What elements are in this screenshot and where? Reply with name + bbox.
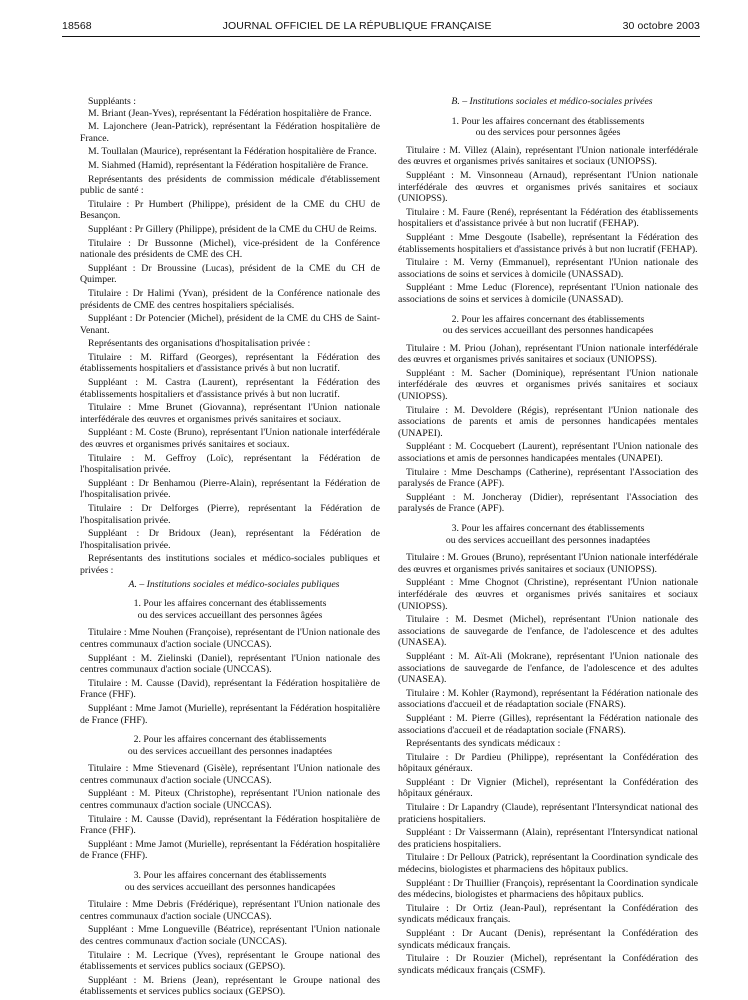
paragraph: M. Briant (Jean-Yves), représentant la Fédération hospitalière de France. xyxy=(88,107,372,119)
paragraph: Suppléant : M. Cocquebert (Laurent), représentant l'Union nationale des associations et amis de personnes handicapées mentales (UNAPEI). xyxy=(398,441,698,465)
paragraph: Titulaire : M. Riffard (Georges), représentant la Fédération des établissements hospitaliers et d'assistance privés à but non lucratif. xyxy=(80,351,380,375)
paragraph: Titulaire : Dr Lapandry (Claude), représentant l'Intersyndicat national des praticiens hospitaliers. xyxy=(398,802,698,825)
subsection-heading-line: 2. Pour les affaires concernant des établissements xyxy=(451,313,645,325)
paragraph: M. Siahmed (Hamid), représentant la Fédération hospitalière de France. xyxy=(88,159,369,171)
paragraph: Titulaire : Mme Brunet (Giovanna), représentant l'Union nationale interfédérale des œuvres et organismes privés sanitaires et sociaux. xyxy=(80,402,380,425)
paragraph: Représentants des syndicats médicaux : xyxy=(406,738,561,750)
paragraph: Titulaire : Dr Delforges (Pierre), représentant la Fédération de l'hospitalisation privée. xyxy=(80,503,380,526)
right-column xyxy=(398,96,698,978)
paragraph: Représentants des organisations d'hospitalisation privée : xyxy=(88,338,311,350)
paragraph: Titulaire : Dr Pelloux (Patrick), représentant la Coordination syndicale des médecins, biologistes et pharmaciens des hôpitaux publics. xyxy=(398,852,698,876)
subsection-heading xyxy=(398,523,698,546)
subsection-heading xyxy=(80,870,380,893)
paragraph: Titulaire : Pr Humbert (Philippe), président de la CME du CHU de Besançon. xyxy=(80,198,380,222)
paragraph: Suppléant : Dr Bridoux (Jean), représentant la Fédération de l'hospitalisation privée. xyxy=(80,528,380,551)
paragraph: Suppléant : M. Aït-Ali (Mokrane), représentant l'Union nationale des associations de sauvegarde de l'enfance, de l'adolescence et des adultes (UNASEA). xyxy=(398,650,698,686)
paragraph: Titulaire : M. Faure (René), représentant la Fédération des établissements hospitaliers et d'assistance privée à but non lucratif (FEHAP). xyxy=(398,206,698,230)
paragraph: Suppléant : Mme Desgoute (Isabelle), représentant la Fédération des établissements hospitaliers et d'assistance privés à but non lucratif (FEHAP). xyxy=(398,231,698,255)
subsection-heading-line: 3. Pour les affaires concernant des établissements xyxy=(133,870,327,882)
subsection-heading xyxy=(80,734,380,757)
journal-title: JOURNAL OFFICIEL DE LA RÉPUBLIQUE FRANÇAISE xyxy=(222,20,492,32)
paragraph: Représentants des présidents de commission médicale d'établissement public de santé : xyxy=(80,173,380,197)
paragraph: M. Lajonchere (Jean-Patrick), représentant la Fédération hospitalière de France. xyxy=(80,121,380,144)
paragraph: Titulaire : Dr Pardieu (Philippe), représentant la Confédération des hôpitaux généraux. xyxy=(398,751,698,775)
paragraph: Suppléant : Mme Jamot (Murielle), représentant la Fédération hospitalière de France (FHF). xyxy=(80,838,380,862)
page-header xyxy=(62,20,700,32)
subsection-heading xyxy=(398,116,698,139)
section-heading-a: A. – Institutions sociales et médico-sociales publiques xyxy=(128,578,340,590)
paragraph: Titulaire : M. Groues (Bruno), représentant l'Union nationale interfédérale des œuvres et organismes privés sanitaires et sociaux (UNIOPSS). xyxy=(398,552,698,575)
paragraph: Titulaire : M. Desmet (Michel), représentant l'Union nationale des associations de sauvegarde de l'enfance, de l'adolescence et des adultes (UNASEA). xyxy=(398,614,698,649)
paragraph: Titulaire : M. Lecrique (Yves), représentant le Groupe national des établissements et services publics sociaux (GEPSO). xyxy=(80,949,380,973)
paragraph: Suppléant : Dr Broussine (Lucas), président de la CME du CH de Quimper. xyxy=(80,262,380,286)
subsection-heading-line: 1. Pour les affaires concernant des établissements xyxy=(451,115,645,127)
paragraph: Représentants des institutions sociales et médico-sociales publiques et privées : xyxy=(80,553,380,576)
paragraph: Titulaire : M. Causse (David), représentant la Fédération hospitalière de France (FHF). xyxy=(80,813,380,837)
subsection-heading-line: ou des services accueillant des personnes âgées xyxy=(137,609,323,621)
paragraph: Suppléant : Dr Aucant (Denis), représentant la Confédération des syndicats médicaux français. xyxy=(398,928,698,951)
section-heading-b: B. – Institutions sociales et médico-sociales privées xyxy=(451,96,653,107)
paragraph: Suppléant : Dr Thuillier (François), représentant la Coordination syndicale des médecins, biologistes et pharmaciens des hôpitaux publics. xyxy=(398,877,698,901)
subsection-heading xyxy=(398,314,698,337)
paragraph: Suppléant : Dr Vaissermann (Alain), représentant l'Intersyndicat national des praticiens hospitaliers. xyxy=(398,827,698,850)
paragraph: Titulaire : Dr Bussonne (Michel), vice-président de la Conférence nationale des présidents de CME des CH. xyxy=(80,237,380,261)
paragraph: Suppléants : xyxy=(88,96,136,107)
paragraph: Titulaire : M. Verny (Emmanuel), représentant l'Union nationale des associations de soins et services à domicile (UNASSAD). xyxy=(398,257,698,280)
paragraph: Titulaire : M. Kohler (Raymond), représentant la Fédération nationale des associations d'accueil et de réadaptation sociale (FNARS). xyxy=(398,687,698,711)
paragraph: Titulaire : Dr Rouzier (Michel), représentant la Confédération des syndicats médicaux français (CSMF). xyxy=(398,953,698,976)
paragraph: Suppléant : M. Castra (Laurent), représentant la Fédération des établissements hospitaliers et d'assistance privés à but non lucratif. xyxy=(80,377,380,400)
paragraph: Titulaire : M. Causse (David), représentant la Fédération hospitalière de France (FHF). xyxy=(80,677,380,701)
paragraph: Titulaire : Mme Deschamps (Catherine), représentant l'Association des paralysés de France (APF). xyxy=(398,466,698,490)
paragraph: Suppléant : M. Coste (Bruno), représentant l'Union nationale interfédérale des œuvres et organismes privés sanitaires et sociaux. xyxy=(80,427,380,451)
paragraph: Titulaire : M. Devoldere (Régis), représentant l'Union nationale des associations de parents et amis de personnes handicapées mentales (UNAPEI). xyxy=(398,404,698,439)
paragraph: Suppléant : Dr Benhamou (Pierre-Alain), représentant la Fédération de l'hospitalisation privée. xyxy=(80,477,380,501)
paragraph: Suppléant : M. Sacher (Dominique), représentant l'Union nationale interfédérale des œuvres et organismes privés sanitaires et sociaux (UNIOPSS). xyxy=(398,367,698,403)
paragraph: Suppléant : M. Vinsonneau (Arnaud), représentant l'Union nationale interfédérale des œuvres et organismes privés sanitaires et sociaux (UNIOPSS). xyxy=(398,169,698,205)
subsection-heading-line: 3. Pour les affaires concernant des établissements xyxy=(451,523,645,534)
paragraph: Titulaire : Mme Nouhen (Françoise), représentant de l'Union nationale des centres communaux d'action sociale (UNCCAS). xyxy=(80,627,380,650)
paragraph: M. Toullalan (Maurice), représentant la Fédération hospitalière de France. xyxy=(88,146,377,158)
paragraph: Suppléant : Dr Potencier (Michel), président de la CME du CHS de Saint-Venant. xyxy=(80,313,380,336)
left-column xyxy=(80,96,380,1000)
paragraph: Titulaire : Mme Debris (Frédérique), représentant l'Union nationale des centres communaux d'action sociale (UNCCAS). xyxy=(80,899,380,922)
paragraph: Suppléant : M. Piteux (Christophe), représentant l'Union nationale des centres communaux d'action sociale (UNCCAS). xyxy=(80,788,380,812)
subsection-heading-line: 1. Pour les affaires concernant des établissements xyxy=(133,598,327,610)
subsection-heading xyxy=(80,598,380,621)
subsection-heading-line: 2. Pour les affaires concernant des établissements xyxy=(133,734,327,746)
paragraph: Suppléant : M. Briens (Jean), représentant le Groupe national des établissements et services publics sociaux (GEPSO). xyxy=(80,974,380,998)
paragraph: Suppléant : Mme Longueville (Béatrice), représentant l'Union nationale des centres communaux d'action sociale (UNCCAS). xyxy=(80,924,380,947)
paragraph: Titulaire : M. Priou (Johan), représentant l'Union nationale interfédérale des œuvres et organismes privés sanitaires et sociaux (UNIOPSS). xyxy=(398,342,698,366)
paragraph: Suppléant : M. Pierre (Gilles), représentant la Fédération nationale des associations d'accueil et de réadaptation sociale (FNARS). xyxy=(398,712,698,736)
subsection-heading-line: ou des services accueillant des personnes handicapées xyxy=(442,325,654,337)
paragraph: Suppléant : Pr Gillery (Philippe), président de la CME du CHU de Reims. xyxy=(88,223,377,235)
paragraph: Suppléant : Mme Leduc (Florence), représentant l'Union nationale des associations de soins et services à domicile (UNASSAD). xyxy=(398,282,698,305)
paragraph: Titulaire : Mme Stievenard (Gisèle), représentant l'Union nationale des centres communaux d'action sociale (UNCCAS). xyxy=(80,763,380,786)
paragraph: Titulaire : Dr Halimi (Yvan), président de la Conférence nationale des présidents de CME des centres hospitaliers spécialisés. xyxy=(80,287,380,311)
paragraph: Suppléant : Dr Vignier (Michel), représentant la Confédération des hôpitaux généraux. xyxy=(398,776,698,800)
page-number: 18568 xyxy=(62,20,92,32)
subsection-heading-line: ou des services pour personnes âgées xyxy=(475,127,621,139)
paragraph: Suppléant : M. Zielinski (Daniel), représentant l'Union nationale des centres communaux d'action sociale (UNCCAS). xyxy=(80,652,380,676)
paragraph: Titulaire : Dr Ortiz (Jean-Paul), représentant la Confédération des syndicats médicaux français. xyxy=(398,902,698,926)
paragraph: Suppléant : M. Joncheray (Didier), représentant l'Association des paralysés de France (APF). xyxy=(398,491,698,515)
paragraph: Titulaire : M. Villez (Alain), représentant l'Union nationale interfédérale des œuvres et organismes privés sanitaires et sociaux (UNIOPSS). xyxy=(398,144,698,168)
subsection-heading-line: ou des services accueillant des personnes handicapées xyxy=(124,881,336,893)
paragraph: Titulaire : M. Geffroy (Loïc), représentant la Fédération de l'hospitalisation privée. xyxy=(80,452,380,476)
publication-date: 30 octobre 2003 xyxy=(622,20,700,32)
paragraph: Suppléant : Mme Chognot (Christine), représentant l'Union nationale interfédérale des œuvres et organismes privés sanitaires et sociaux (UNIOPSS). xyxy=(398,577,698,612)
paragraph: Suppléant : Mme Jamot (Murielle), représentant la Fédération hospitalière de France (FHF). xyxy=(80,702,380,726)
subsection-heading-line: ou des services accueillant des personnes inadaptées xyxy=(445,534,651,546)
subsection-heading-line: ou des services accueillant des personnes inadaptées xyxy=(127,745,333,757)
header-rule xyxy=(62,36,700,37)
